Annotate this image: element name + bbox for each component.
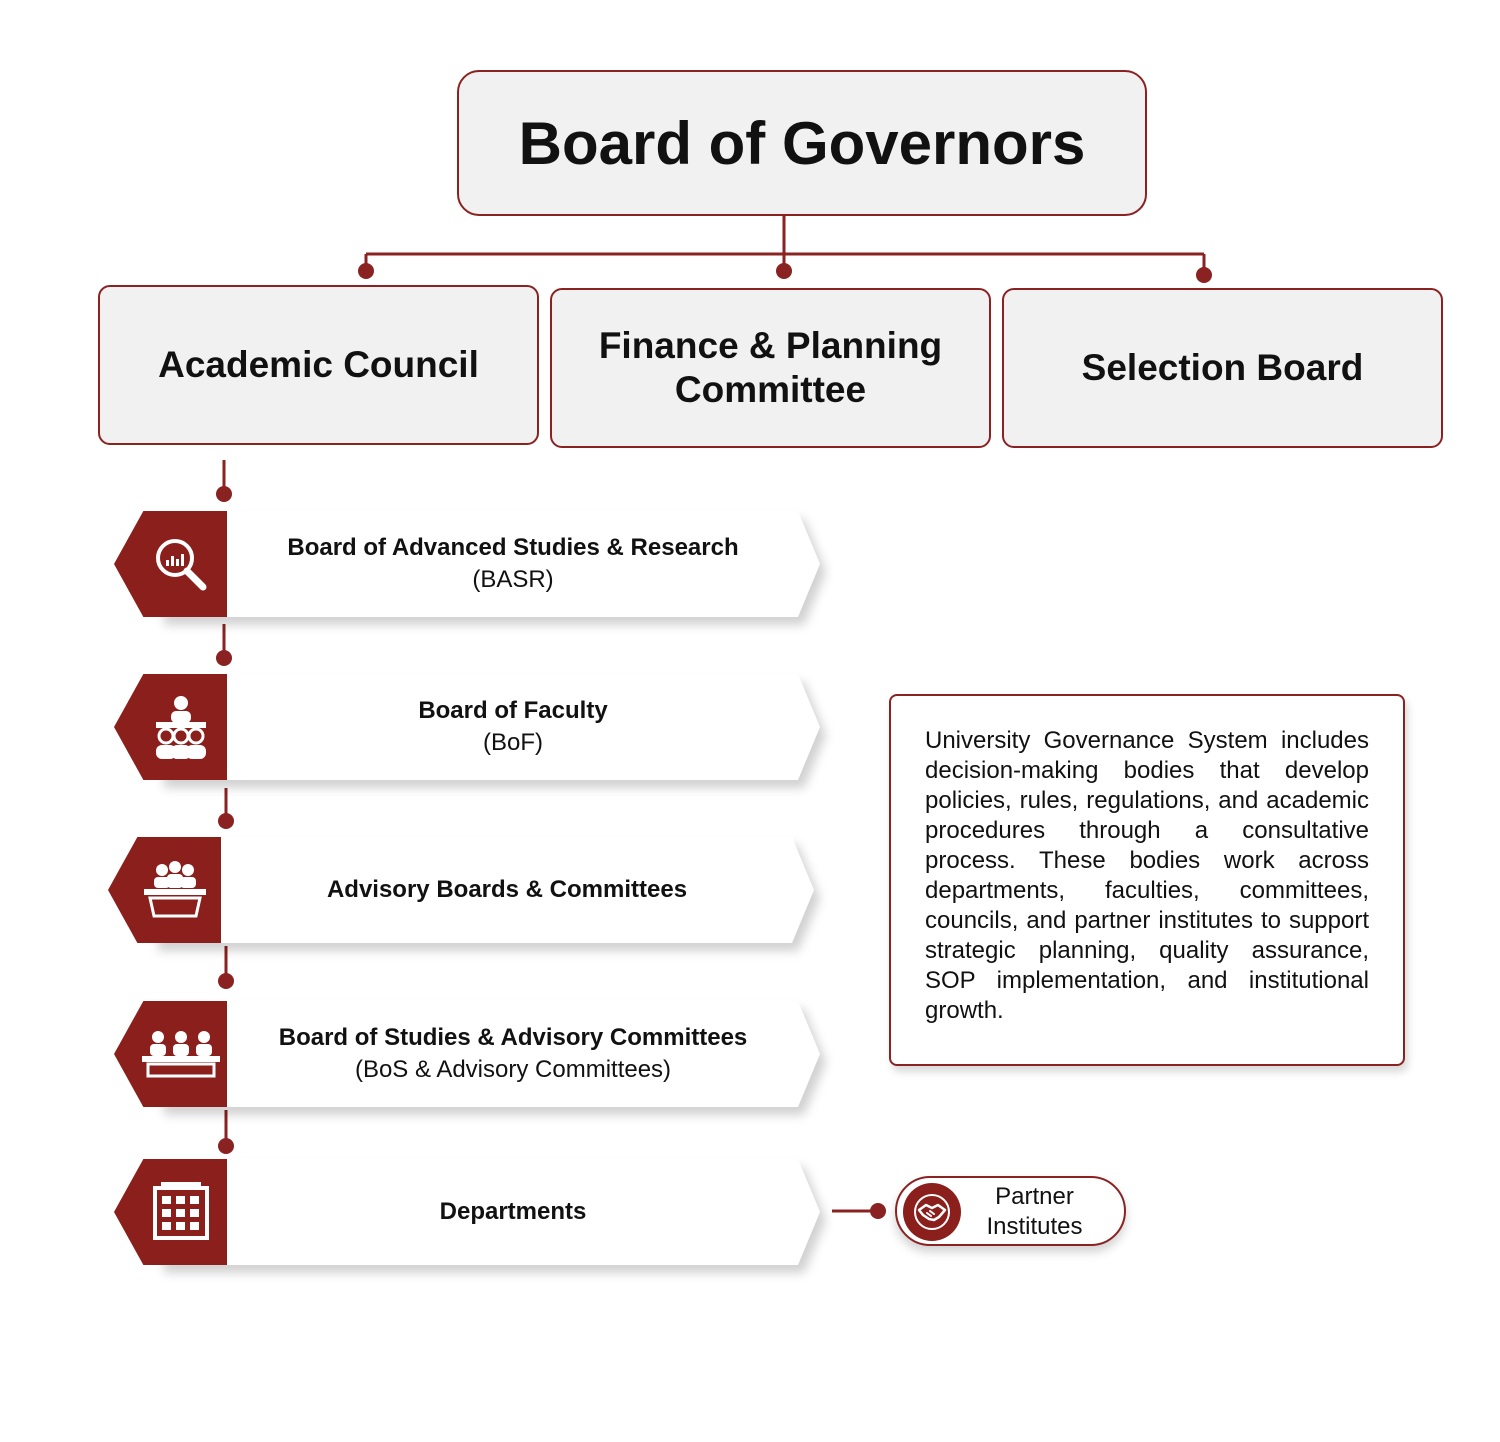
basr-title: Board of Advanced Studies & Research	[287, 534, 739, 561]
handshake-icon	[903, 1183, 961, 1241]
partner-institutes-pill	[895, 1176, 1126, 1246]
chain-item-bof	[108, 674, 828, 786]
selection-board-label: Selection Board	[1081, 347, 1364, 388]
governance-info-text: University Governance System includes decision-making bodies that develop policies, rules, regulations, and academic procedures through a consultative process. These bodies work across departments, faculties, committees, councils, and partner institutes to support strategic planning, quality assurance, SOP implementation, and institutional growth.	[925, 727, 1369, 1024]
basr-subtitle: (BASR)	[472, 566, 554, 593]
bof-title: Board of Faculty	[418, 697, 608, 724]
partner-label-line1: Partner	[995, 1183, 1074, 1210]
finance-label-line1: Finance & Planning	[598, 325, 943, 366]
governance-info-box	[889, 694, 1405, 1066]
chain-item-basr	[108, 511, 828, 623]
board-of-governors-box	[457, 70, 1147, 216]
board-of-governors-title: Board of Governors	[518, 109, 1086, 177]
selection-board-box	[1002, 288, 1443, 448]
advisory-title: Advisory Boards & Committees	[326, 876, 688, 903]
bof-subtitle: (BoF)	[483, 729, 543, 756]
finance-label-line2: Committee	[674, 369, 867, 410]
chain-item-advisory	[102, 837, 822, 949]
departments-title: Departments	[439, 1198, 587, 1225]
partner-label-line2: Institutes	[986, 1213, 1083, 1240]
finance-planning-committee-box	[550, 288, 991, 448]
chain-item-bos	[108, 1001, 828, 1113]
academic-council-label: Academic Council	[158, 344, 479, 385]
academic-council-box	[98, 285, 539, 445]
chain-item-departments	[108, 1159, 828, 1271]
bos-subtitle: (BoS & Advisory Committees)	[354, 1056, 672, 1083]
bos-title: Board of Studies & Advisory Committees	[278, 1024, 748, 1051]
